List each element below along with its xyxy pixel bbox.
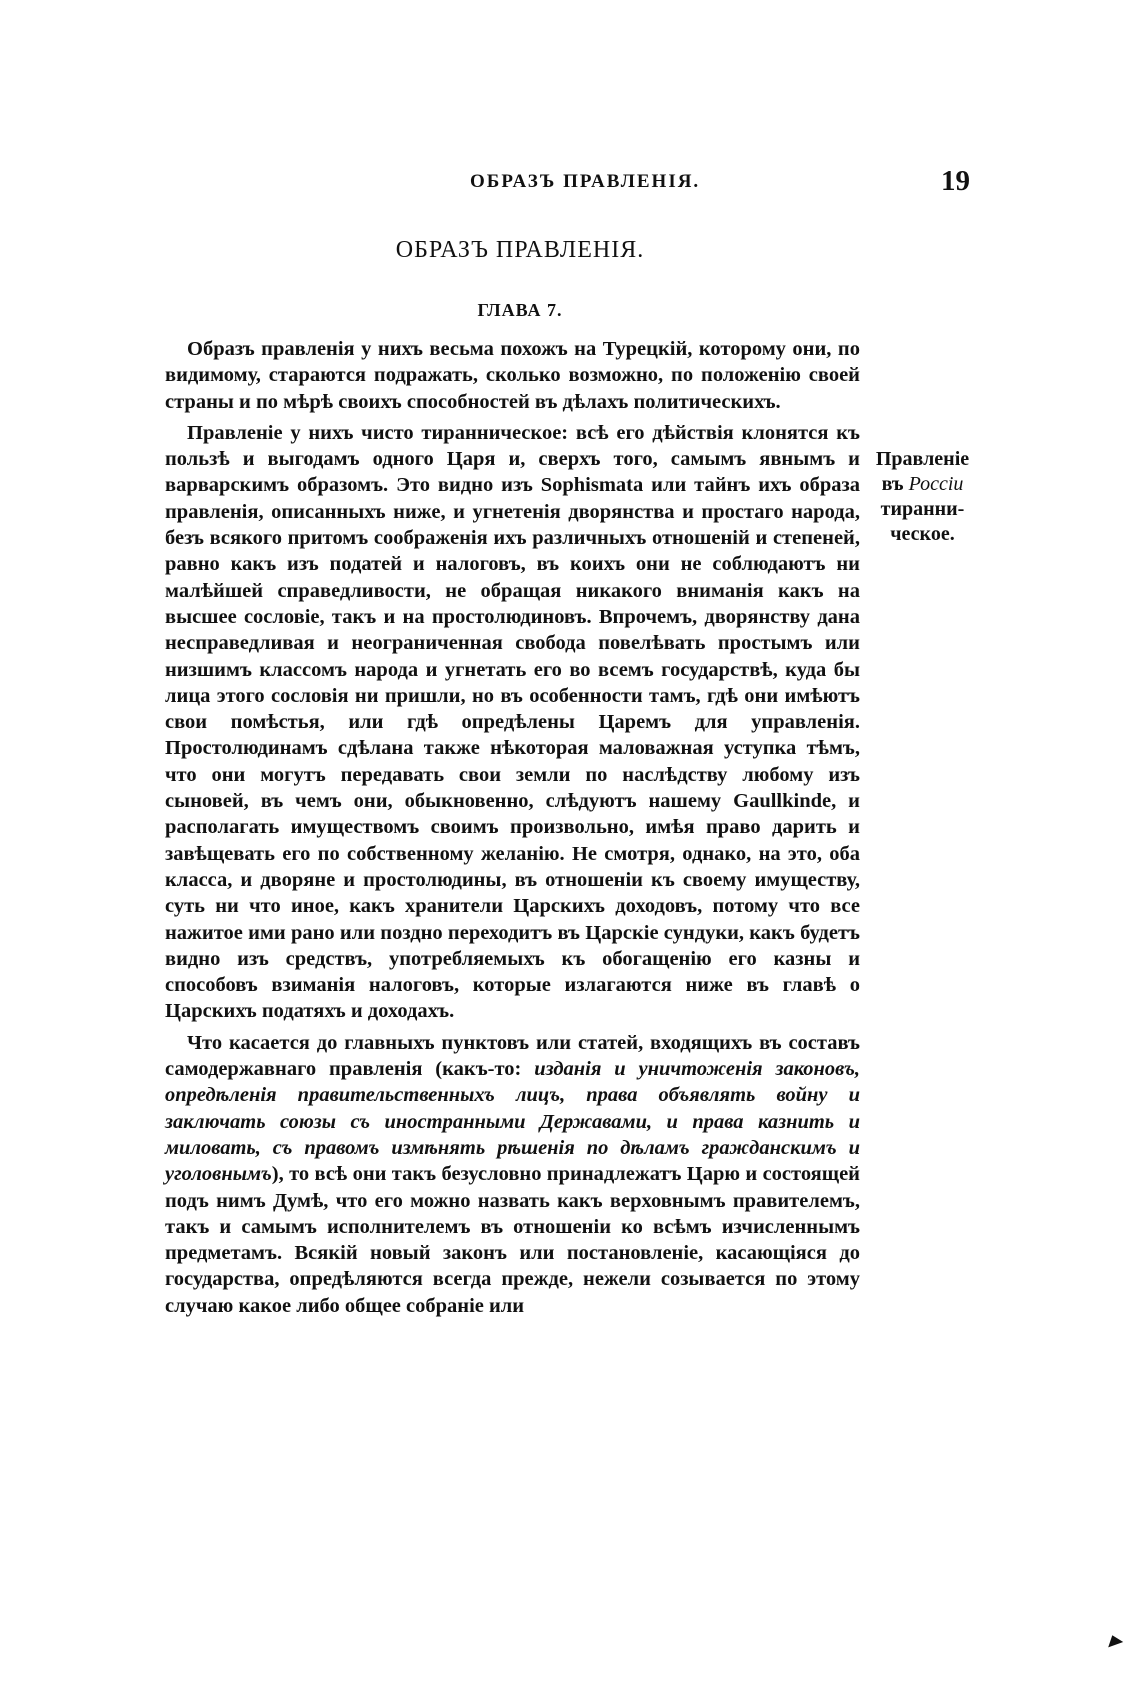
margin-note-line-4: ческое. xyxy=(890,523,955,545)
paragraph-3-text-italic: изданія и уничтоженія законовъ, опредѣленія правительственныхъ лицъ, права объявлять войну и заключать союзы съ иностранными Державами, и права казнить и миловать, съ правомъ измѣнять рѣшенія по дѣламъ гражданскимъ и уголовнымъ xyxy=(165,1058,860,1186)
margin-note xyxy=(870,447,975,547)
paragraph-3-text-before: Что касается до главныхъ пунктовъ или статей, входящихъ въ составъ самодержавнаго правленія (какъ-то: xyxy=(165,1031,860,1081)
chapter-title: ОБРАЗЪ ПРАВЛЕНІЯ. xyxy=(395,237,645,263)
paragraph-3-text-after: ), то всѣ они такъ безусловно принадлежатъ Царю и состоящей подъ нимъ Думѣ, что его можно назвать какъ верховнымъ правителемъ, такъ и самымъ исполнителемъ въ отношеніи ко всѣмъ изчисленнымъ предметамъ. Всякій новый законъ или постановленіе, касающіяся до государства, опредѣляются всегда прежде, нежели созывается по этому случаю какое либо общее собраніе или xyxy=(165,1163,860,1317)
corner-mark-icon xyxy=(1105,1633,1123,1648)
paragraph-2-text: Правленіе у нихъ чисто тиранническое: всѣ его дѣйствія клонятся къ пользѣ и выгодамъ одного Царя и, сверхъ того, самымъ явнымъ и варварскимъ образомъ. Это видно изъ Sophismata или тайнъ ихъ образа правленія, описанныхъ ниже, и угнетенія дворянства и простаго народа, безъ всякого притомъ соображенія ихъ различныхъ отношеній и степеней, равно какъ изъ податей и налоговъ, въ коихъ они не соблюдаютъ ни малѣйшей справедливости, не обращая никакого вниманія какъ на высшее сословіе, такъ и на простолюдиновъ. Впрочемъ, дворянству дана несправедливая и неограниченная свобода повелѣвать простымъ или низшимъ классомъ народа и угнетать его во всемъ государствѣ, куда бы лица этого сословія ни пришли, но въ особенности тамъ, гдѣ они имѣютъ свои помѣстья, или гдѣ опредѣлены Царемъ для управленія. Простолюдинамъ сдѣлана также нѣкоторая маловажная уступка тѣмъ, что они могутъ передавать свои земли по наслѣдству любому изъ сыновей, въ чемъ они, обыкновенно, слѣдуютъ нашему Gaullkinde, и располагать имуществомъ своимъ произвольно, имѣя право дарить и завѣщевать его по собственному желанію. Не смотря, однако, на это, оба класса, и дворяне и простолюдины, въ отношеніи къ своему имуществу, суть ни что иное, какъ хранители Царскихъ доходовъ, потому что все нажитое ими рано или поздно переходитъ въ Царскіе сундуки, какъ будетъ видно изъ средствъ, употребляемыхъ къ обогащенію его казны и способовъ взиманія налоговъ, которые излагаются ниже въ главѣ о Царскихъ податяхъ и доходахъ. xyxy=(165,421,860,1023)
margin-note-line-2-prefix: въ xyxy=(881,473,909,495)
margin-note-line-2-italic: Россіи xyxy=(908,473,964,495)
paragraph-1 xyxy=(165,336,860,415)
margin-note-line-3: тиранни- xyxy=(880,498,965,520)
running-title: ОБРАЗЪ ПРАВЛЕНІЯ. xyxy=(470,171,701,192)
paragraph-2 xyxy=(165,420,860,1025)
paragraph-3 xyxy=(165,1030,860,1319)
paragraph-1-text: Образъ правленія у нихъ весьма похожъ на Турецкій, которому они, по видимому, стараются подражать, сколько возможно, по положенію своей страны и по мѣрѣ своихъ способностей въ дѣлахъ политическихъ. xyxy=(165,338,860,413)
running-head xyxy=(170,165,970,205)
chapter-label: ГЛАВА 7. xyxy=(477,300,563,320)
margin-note-line-2 xyxy=(870,472,975,497)
margin-note-line-1: Правленіе xyxy=(875,448,970,470)
page-number: 19 xyxy=(941,165,970,197)
body-text xyxy=(165,336,860,1319)
